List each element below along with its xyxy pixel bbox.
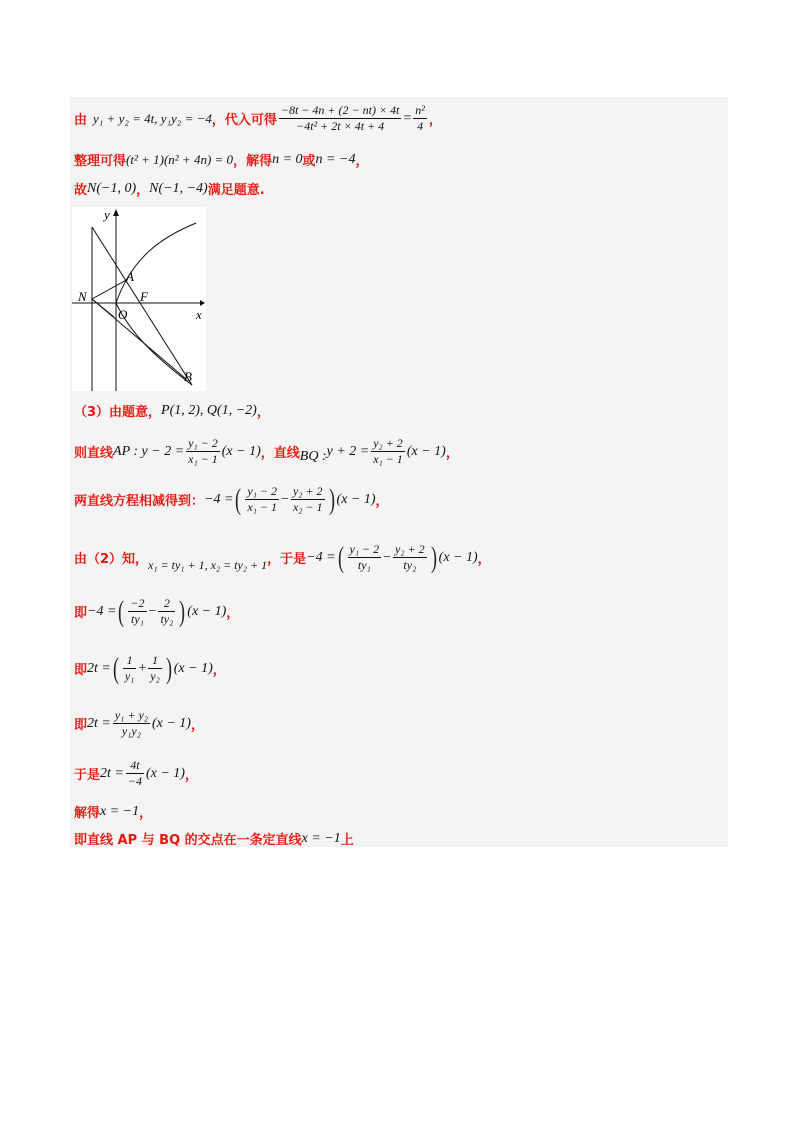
math-rhs: (x − 1) (336, 491, 376, 507)
math-rhs: (x − 1) (187, 603, 227, 619)
label-b: B (184, 369, 192, 384)
math-point-n2: N(−1, −4) (149, 180, 208, 196)
fraction-1 (348, 542, 382, 573)
fraction-2 (291, 484, 325, 515)
fraction-denominator: x₁ − 1 (373, 452, 403, 466)
math-x-value: x = −1 (100, 803, 140, 819)
label-line-ap: 则直线 (74, 446, 114, 461)
fraction-ratio (126, 758, 144, 789)
comma: ， (428, 113, 442, 128)
math-lhs: 2t = (100, 765, 124, 781)
fraction-numerator: y₂ + 2 (395, 542, 425, 556)
label-from-part-2: 由（2）知， (74, 552, 149, 567)
label-a: A (126, 269, 134, 284)
math-sums: y₁ + y₂ = 4t, y₁y₂ = −4 (93, 110, 212, 126)
parabola-curve (116, 223, 196, 385)
fraction-numerator: −8t − 4n + (2 − nt) × 4t (280, 103, 400, 117)
label-or: 或 (302, 154, 316, 169)
math-lhs: −4 = (306, 549, 336, 565)
label-y: y (104, 207, 110, 222)
label-subtract: 两直线方程相减得到： (74, 494, 205, 509)
fraction-denominator: −4 (127, 774, 142, 788)
fraction-2 (393, 542, 427, 573)
fraction-denominator: ty₁ (357, 558, 371, 572)
line-12 (74, 802, 152, 821)
fraction-denominator: x₂ − 1 (292, 500, 323, 514)
fraction-sum (113, 708, 150, 739)
fraction-denominator: x₁ − 1 (188, 452, 218, 466)
line-na (92, 279, 128, 299)
label-solve: ，解得 (233, 154, 273, 169)
line-10 (74, 708, 204, 739)
math-n0: n = 0 (272, 151, 303, 167)
comma: ， (375, 494, 389, 509)
math-product: (t² + 1)(n² + 4n) = 0 (126, 151, 234, 167)
comma: ， (477, 552, 491, 567)
label-so: 故 (74, 183, 88, 198)
label-x: x (196, 307, 202, 322)
fraction-denominator: ty₁ (131, 612, 144, 626)
fraction-numerator: 4t (130, 758, 140, 772)
label-ie: 即 (74, 606, 88, 621)
fraction-numerator: y₂ + 2 (373, 436, 403, 450)
label-line-bq: ，直线 (260, 446, 300, 461)
label-thus: 于是 (74, 768, 101, 783)
math-rhs: (x − 1) (173, 660, 213, 676)
label-satisfy: 满足题意. (207, 183, 265, 198)
comma: ， (256, 405, 270, 420)
label-part-3: （3）由题意， (74, 405, 162, 420)
math-x-substitution: x₁ = ty₁ + 1, x₂ = ty₂ + 1 (148, 558, 268, 572)
line-6: 两直线方程相减得到： −4 = ( $\frac{\text{y₁ − 2}}{\text{x₁ − 1}}$ − $\frac{\text{y₂ + 2}}{\text{x₂ − 1}}$ ) (x − 1) ， (74, 482, 389, 516)
line-3 (74, 179, 265, 198)
line-5 (74, 436, 459, 467)
comma: ， (184, 768, 198, 783)
fraction-denominator: ty₂ (403, 558, 417, 572)
fraction-numerator: y₂ + 2 (292, 484, 323, 498)
comma: ， (190, 718, 204, 733)
fraction-denominator: x₁ − 1 (247, 500, 278, 514)
fraction-numerator: −2 (130, 596, 145, 610)
math-bq-name: BQ : (299, 448, 327, 464)
label-on: 上 (340, 833, 354, 848)
label-conclusion: 即直线 AP 与 BQ 的交点在一条定直线 (74, 833, 302, 848)
fraction-substitute (279, 103, 401, 134)
math-ap-rhs: (x − 1) (221, 443, 261, 459)
line-1 (74, 103, 442, 134)
minus-sign: − (383, 549, 392, 565)
separator: ， (136, 183, 150, 198)
fraction-1 (128, 596, 146, 627)
fraction-numerator: y₁ − 2 (349, 542, 380, 556)
label-ie: 即 (74, 663, 88, 678)
label-you: 由 (74, 113, 88, 128)
math-point-n1: N(−1, 0) (87, 180, 137, 196)
comma: ， (355, 154, 369, 169)
math-lhs: −4 = (204, 491, 234, 507)
math-ap-lhs: AP : y − 2 = (113, 443, 185, 459)
line-no (92, 299, 114, 317)
math-rhs: (x − 1) (438, 549, 478, 565)
comma: ， (212, 663, 226, 678)
fraction-1 (123, 653, 137, 684)
fraction-1 (245, 484, 279, 515)
math-bq-lhs: y + 2 = (326, 443, 370, 459)
fraction-numerator: 1 (152, 653, 159, 667)
fraction-bq-slope (371, 436, 405, 467)
line-9: 即 2t = ( $\frac{1}{\text{y₁}}$ + $\frac{1}{\text{y₂}}$ ) (x − 1) ， (74, 651, 226, 685)
fraction-denominator: 4 (417, 119, 424, 133)
math-rhs: (x − 1) (151, 715, 191, 731)
line-2 (74, 150, 368, 169)
y-axis-arrow (113, 209, 119, 216)
label-solve: 解得 (74, 806, 101, 821)
line-4 (74, 401, 270, 420)
fraction-denominator: ty₂ (160, 612, 174, 626)
fraction-numerator: 2 (163, 596, 170, 610)
line-7: 由（2）知， x₁ = ty₁ + 1, x₂ = ty₂ + 1 ，于是 −4 = ( $\frac{\text{y₁ − 2}}{\text{ty₁}}$ − $\frac{\text{y₂ + 2}}{\text{ty₂}}$ ) (x − 1) ， (74, 540, 491, 574)
fraction-numerator: 1 (126, 653, 133, 667)
fraction-denominator: y₁ (124, 669, 135, 683)
fraction-2 (148, 653, 162, 684)
comma: ， (139, 806, 153, 821)
math-bq-rhs: (x − 1) (406, 443, 446, 459)
line-ab (92, 227, 192, 385)
label-n: N (78, 289, 87, 304)
fraction-denominator: −4t² + 2t × 4t + 4 (296, 119, 385, 133)
minus-sign: − (281, 491, 289, 507)
label-simplify: 整理可得 (74, 154, 127, 169)
plus-sign: + (138, 660, 147, 676)
label-f: F (140, 289, 148, 304)
comma: ， (445, 446, 459, 461)
fraction-denominator: y₁y₂ (121, 724, 141, 738)
math-lhs: 2t = (87, 715, 111, 731)
label-ie: 即 (74, 718, 88, 733)
math-points-pq: P(1, 2), Q(1, −2) (161, 402, 257, 418)
math-rhs: (x − 1) (145, 765, 185, 781)
figure-svg (72, 207, 206, 391)
fraction-rhs (413, 103, 427, 134)
fraction-numerator: y₁ + y₂ (114, 708, 148, 722)
comma: ， (226, 606, 240, 621)
fraction-numerator: y₁ − 2 (247, 484, 278, 498)
fraction-numerator: y₁ − 2 (188, 436, 218, 450)
math-lhs: 2t = (87, 660, 111, 676)
fraction-numerator: n² (415, 103, 425, 117)
fraction-denominator: y₂ (150, 669, 160, 683)
line-11 (74, 758, 198, 789)
math-x-value: x = −1 (301, 830, 341, 846)
label-o: O (118, 307, 128, 322)
math-n-neg4: n = −4 (315, 151, 356, 167)
x-axis-arrow (200, 300, 205, 306)
equals-sign: = (403, 110, 412, 126)
line-8: 即 −4 = ( $\frac{-2}{\text{ty₁}}$ − $\frac{2}{\text{ty₂}}$ ) (x − 1) ， (74, 594, 240, 628)
math-lhs: −4 = (87, 603, 117, 619)
fraction-2 (158, 596, 175, 627)
label-substitute: ，代入可得 (211, 113, 277, 128)
label-thus: ，于是 (267, 552, 307, 567)
parabola-figure (72, 207, 206, 391)
fraction-ap-slope (186, 436, 220, 467)
line-13 (74, 829, 354, 848)
minus-sign: − (148, 603, 157, 619)
